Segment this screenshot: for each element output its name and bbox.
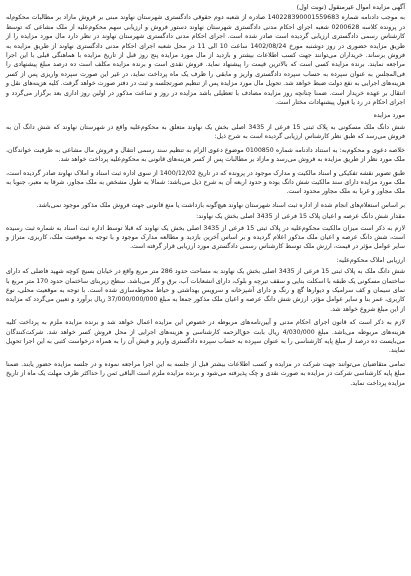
section-heading-valuation: ارزیابی املاک محکوم‌علیه: (336, 256, 405, 264)
page-title: آگهی مزایده اموال غیرمنقول (نوبت اول) (296, 3, 405, 11)
boundaries-paragraph: طبق تصویر نقشه تفکیکی و اسناد مالکیت و مدارک موجود در پرونده که در تاریخ 1400/12/02 از سوی اداره ثبت اسناد و املاک نهاوند صادر گردیده است، ملک مورد مزایده دارای سند مالکیت شش دانگ بوده و حدود اربعه آن به شرح ذیل می‌باشد: شمالا به طول مشخص به ملک مجاور، شرقا به معبر، جنوبا به ملک مجاور و غربا به ملک مجاور محدود است. (6, 169, 405, 196)
property-description-paragraph: شش دانگ ملک مسکونی به پلاک ثبتی 15 فرعی از 3435 اصلی بخش یک نهاوند متعلق به محکوم‌علیه واقع در شهرستان نهاوند که شش دانگ آن به فروش می‌رسد که طبق نظر کارشناس ارزیابی گردیده است به شرح ذیل: (6, 123, 405, 141)
conditions-paragraph: لازم به ذکر است که قانون اجرای احکام مدنی و آیین‌نامه‌های مربوطه در خصوص این مزایده اعمال خواهد شد و برنده مزایده ملزم به پرداخت کلیه هزینه‌های مربوطه می‌باشد. مبلغ 4/030/000 ریال بابت حق‌الزحمه کارشناسی و هزینه‌های اجرایی از محل فروش کسر خواهد شد. شرکت‌کنندگان می‌بایست ده درصد از مبلغ پایه کارشناسی را به عنوان سپرده به حساب سپرده دادگستری واریز و فیش آن را به همراه درخواست کتبی به این اجرا تحویل نمایند. (6, 319, 405, 355)
case-summary-paragraph: خلاصه دعوی و محکوم‌به: به استناد دادنامه شماره 0100850 موضوع دعوی الزام به تنظیم سند رسمی انتقال و فروش مال مشاعی به طرفیت خواندگان، ملک مورد نظر از طریق مزایده به فروش می‌رسد و مازاد بر مطالبات پس از کسر هزینه‌های قانونی به محکوم‌علیه پرداخت خواهد شد. (6, 146, 405, 164)
registry-inquiry-paragraph: بر اساس استعلام‌های انجام شده از اداره ثبت اسناد شهرستان نهاوند هیچ‌گونه بازداشت یا منع قانونی جهت فروش ملک مذکور موجود نمی‌باشد. (36, 201, 405, 209)
section-heading-share: مقدار شش دانگ عرصه و اعیان پلاک 15 فرعی از 3435 اصلی بخش یک نهاوند: (196, 213, 405, 221)
closing-paragraph: تمامی متقاضیان می‌توانند جهت شرکت در مزایده و کسب اطلاعات بیشتر قبل از جلسه به این اجرا مراجعه نموده و در جلسه مزایده حضور یابند. ضمنا مبلغ پایه کارشناسی شرکت در مزایده به صورت نقدی و چک پذیرفته می‌شود و برنده مزایده ملزم است الباقی ثمن را حداکثر ظرف مهلت یک ماه از تاریخ مزایده پرداخت نماید. (6, 360, 405, 387)
valuation-paragraph: شش دانگ ملک به پلاک ثبتی 15 فرعی از 3435 اصلی بخش یک نهاوند به مساحت حدود 286 متر مربع واقع در خیابان بسیج کوچه شهید فاضلی که دارای ساختمان مسکونی یک طبقه با اسکلت بنایی و سقف تیرچه و بلوک، دارای انشعابات آب، برق و گاز می‌باشد. سطح زیربنای ساختمان حدود 170 متر مربع با نمای سیمان و کف سرامیک و دیوارها گچ و رنگ و دارای آشپزخانه و سرویس بهداشتی و حیاط محوطه‌سازی شده است. با توجه به موقعیت محلی، نوع کاربری، عمر بنا و سایر عوامل مؤثر، ارزش شش دانگ عرصه و اعیان ملک مذکور جمعا به مبلغ 37/000/000/000 ریال برآورد و تعیین می‌گردد که مزایده از این مبلغ شروع خواهد شد. (6, 268, 406, 313)
ownership-paragraph: لازم به ذکر است میزان مالکیت محکوم‌علیه در پلاک ثبتی 15 فرعی از 3435 اصلی بخش یک نهاوند که قبلا توسط اداره ثبت اسناد به شماره ثبت رسیده است، شش دانگ عرصه و اعیان ملک مذکور اعلام گردیده و بر اساس آخرین بازدید و مطالعه مدارک موجود و با توجه به موقعیت ملک، کاربری، متراژ و سایر عوامل مؤثر در قیمت، ارزش ملک توسط کارشناس رسمی دادگستری مورد ارزیابی قرار گرفته است. (6, 224, 406, 251)
section-heading-auction-item: مورد مزایده (373, 112, 405, 120)
intro-paragraph: به موجب دادنامه شماره 140228390001559683 صادره از شعبه دوم حقوقی دادگستری شهرستان نهاوند مبنی بر فروش مازاد بر مطالبات محکوم‌له در پرونده کلاسه 0200628 شعبه اجرای احکام مدنی دادگستری شهرستان نهاوند دستور فروش و ارزیابی سهم محکوم‌علیه از ملک مشاعی که توسط کارشناس رسمی دادگستری ارزیابی گردیده است صادر شده است. اجرای احکام مدنی دادگستری شهرستان نهاوند در نظر دارد مال مورد مزایده را از طریق مزایده حضوری در روز دوشنبه مورخ 1402/08/24 ساعت 10 الی 11 در محل شعبه اجرای احکام مدنی دادگستری نهاوند از طریق مزایده به فروش برساند. خریداران می‌توانند جهت کسب اطلاعات بیشتر و بازدید از مال مورد مزایده پنج روز قبل از تاریخ مزایده با هماهنگی قبلی با این اجرا مراجعه نمایند. برنده مزایده کسی است که بالاترین قیمت را پیشنهاد نماید. فروش نقدی است و برنده مزایده مکلف است ده درصد مبلغ پیشنهادی را فی‌المجلس به عنوان سپرده به حساب سپرده دادگستری واریز و مابقی را ظرف یک ماه پرداخت نماید، در غیر این صورت سپرده واریزی پس از کسر هزینه‌های اجرایی به نفع دولت ضبط خواهد شد. تحویل مال مورد مزایده پس از تنظیم صورتجلسه و ثبت در دفتر صورت خواهد گرفت. کلیه هزینه‌های نقل و انتقال بر عهده خریدار است. ضمنا چنانچه روز مزایده مصادف با تعطیلی باشد مزایده در روز و ساعت مذکور در اولین روز اداری بعد برگزار می‌گردد و اجرای احکام در رد یا قبول پیشنهادات مختار است. (6, 14, 406, 107)
